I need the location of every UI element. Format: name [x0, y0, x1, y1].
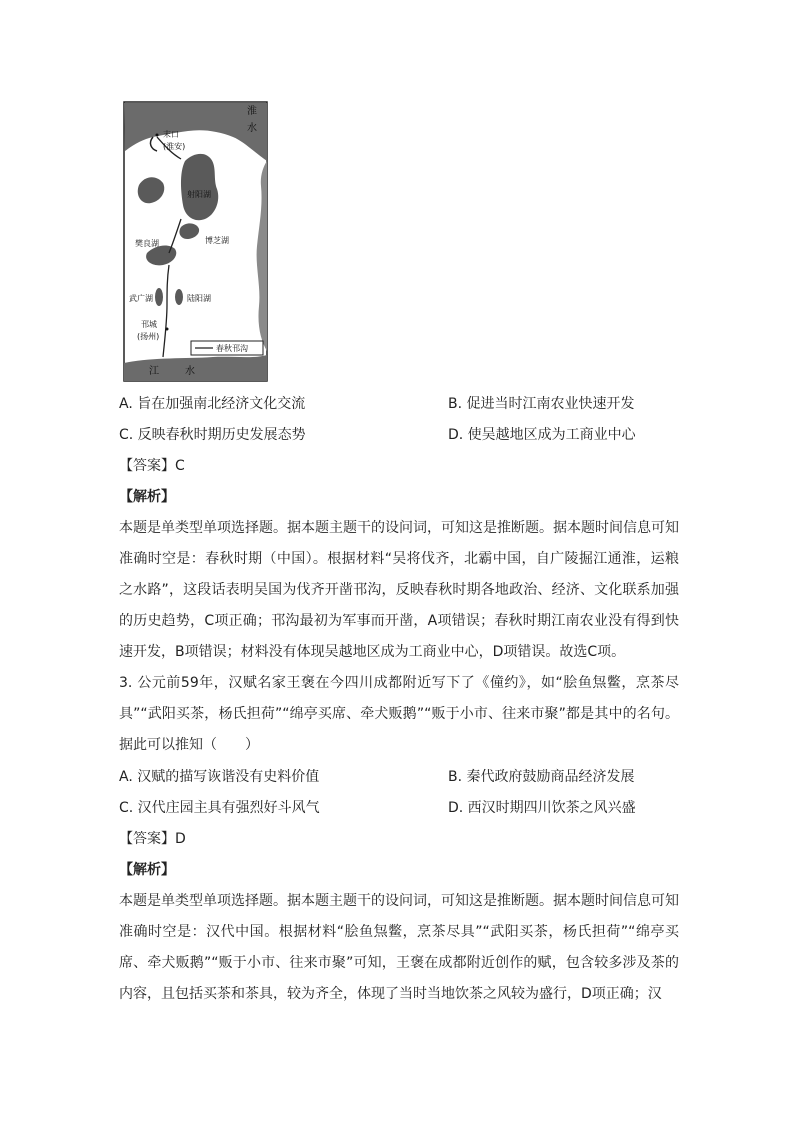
- q3-option-c: C. 汉代庄园主具有强烈好斗风气: [119, 800, 320, 816]
- label-hancheng: 邗城: [141, 320, 157, 329]
- q2-option-d: D. 使吴越地区成为工商业中心: [448, 427, 636, 443]
- q2-analysis-title: 【解析】: [119, 489, 175, 505]
- label-sheyang: 射阳湖: [187, 190, 211, 199]
- hancheng-dot: [166, 328, 169, 331]
- label-shui-top: 水: [247, 123, 257, 134]
- label-yangzhou: (扬州): [137, 332, 160, 341]
- label-fanliang: 樊良湖: [135, 239, 159, 248]
- luyang-lake: [175, 289, 183, 305]
- label-jiang: 江: [149, 366, 159, 377]
- q3-analysis: 本题是单类型单项选择题。据本题主题干的设问词，可知这是推断题。据本题时间信息可知准确时空是：汉代中国。根据材料“脍鱼炰鳖，烹茶尽具”“武阳买茶，杨氏担荷”“绵亭买席、牵犬贩鹅”“贩于小市、往来市聚”可知，王褒在成都附近创作的赋，包含较多涉及茶的内容，且包括买茶和茶具，较为齐全，体现了当时当地饮茶之风较为盛行，D项正确；汉: [119, 893, 679, 1002]
- label-luyang: 陆阳湖: [187, 294, 211, 303]
- label-bozhi: 博芝湖: [205, 236, 229, 245]
- q2-option-a: A. 旨在加强南北经济文化交流: [119, 396, 306, 412]
- wuguang-lake: [155, 288, 163, 306]
- mokou-dot: [156, 134, 159, 137]
- q2-answer: 【答案】C: [119, 458, 185, 474]
- q2-option-c: C. 反映春秋时期历史发展态势: [119, 427, 306, 443]
- label-shui-bottom: 水: [185, 366, 195, 377]
- label-huaian: (淮安): [163, 142, 186, 151]
- q3-option-b: B. 秦代政府鼓励商品经济发展: [448, 769, 635, 785]
- q2-analysis: 本题是单类型单项选择题。据本题主题干的设问词，可知这是推断题。据本题时间信息可知准确时空是：春秋时期（中国）。根据材料“吴将伐齐，北霸中国，自广陵掘江通淮，运粮之水路”，这段话表明吴国为伐齐开凿邗沟，反映春秋时期各地政治、经济、文化联系加强的历史趋势，C项正确；邗沟最初为军事而开凿，A项错误；春秋时期江南农业没有得到快速开发，B项错误；材料没有体现吴越地区成为工商业中心，D项错误。故选C项。: [119, 520, 679, 660]
- q3-stem: 3. 公元前59年，汉赋名家王褒在今四川成都附近写下了《僮约》，如“脍鱼炰鳖，烹茶尽具”“武阳买茶，杨氏担荷”“绵亭买席、牵犬贩鹅”“贩于小市、往来市聚”都是其中的名句。据此可以推知（ ）: [119, 675, 679, 753]
- q2-option-b: B. 促进当时江南农业快速开发: [448, 396, 635, 412]
- q3-analysis-title: 【解析】: [119, 862, 175, 878]
- label-huai: 淮: [247, 106, 257, 117]
- q3-answer: 【答案】D: [119, 831, 186, 847]
- legend-label: 春秋邗沟: [216, 344, 248, 353]
- q3-option-a: A. 汉赋的描写诙谐没有史料价值: [119, 769, 320, 785]
- historical-map: [123, 101, 268, 382]
- label-wuguang: 武广湖: [129, 294, 153, 303]
- q3-option-d: D. 西汉时期四川饮茶之风兴盛: [448, 800, 636, 816]
- label-mokou: 末口: [163, 130, 179, 139]
- sheyang-lake: [181, 154, 218, 220]
